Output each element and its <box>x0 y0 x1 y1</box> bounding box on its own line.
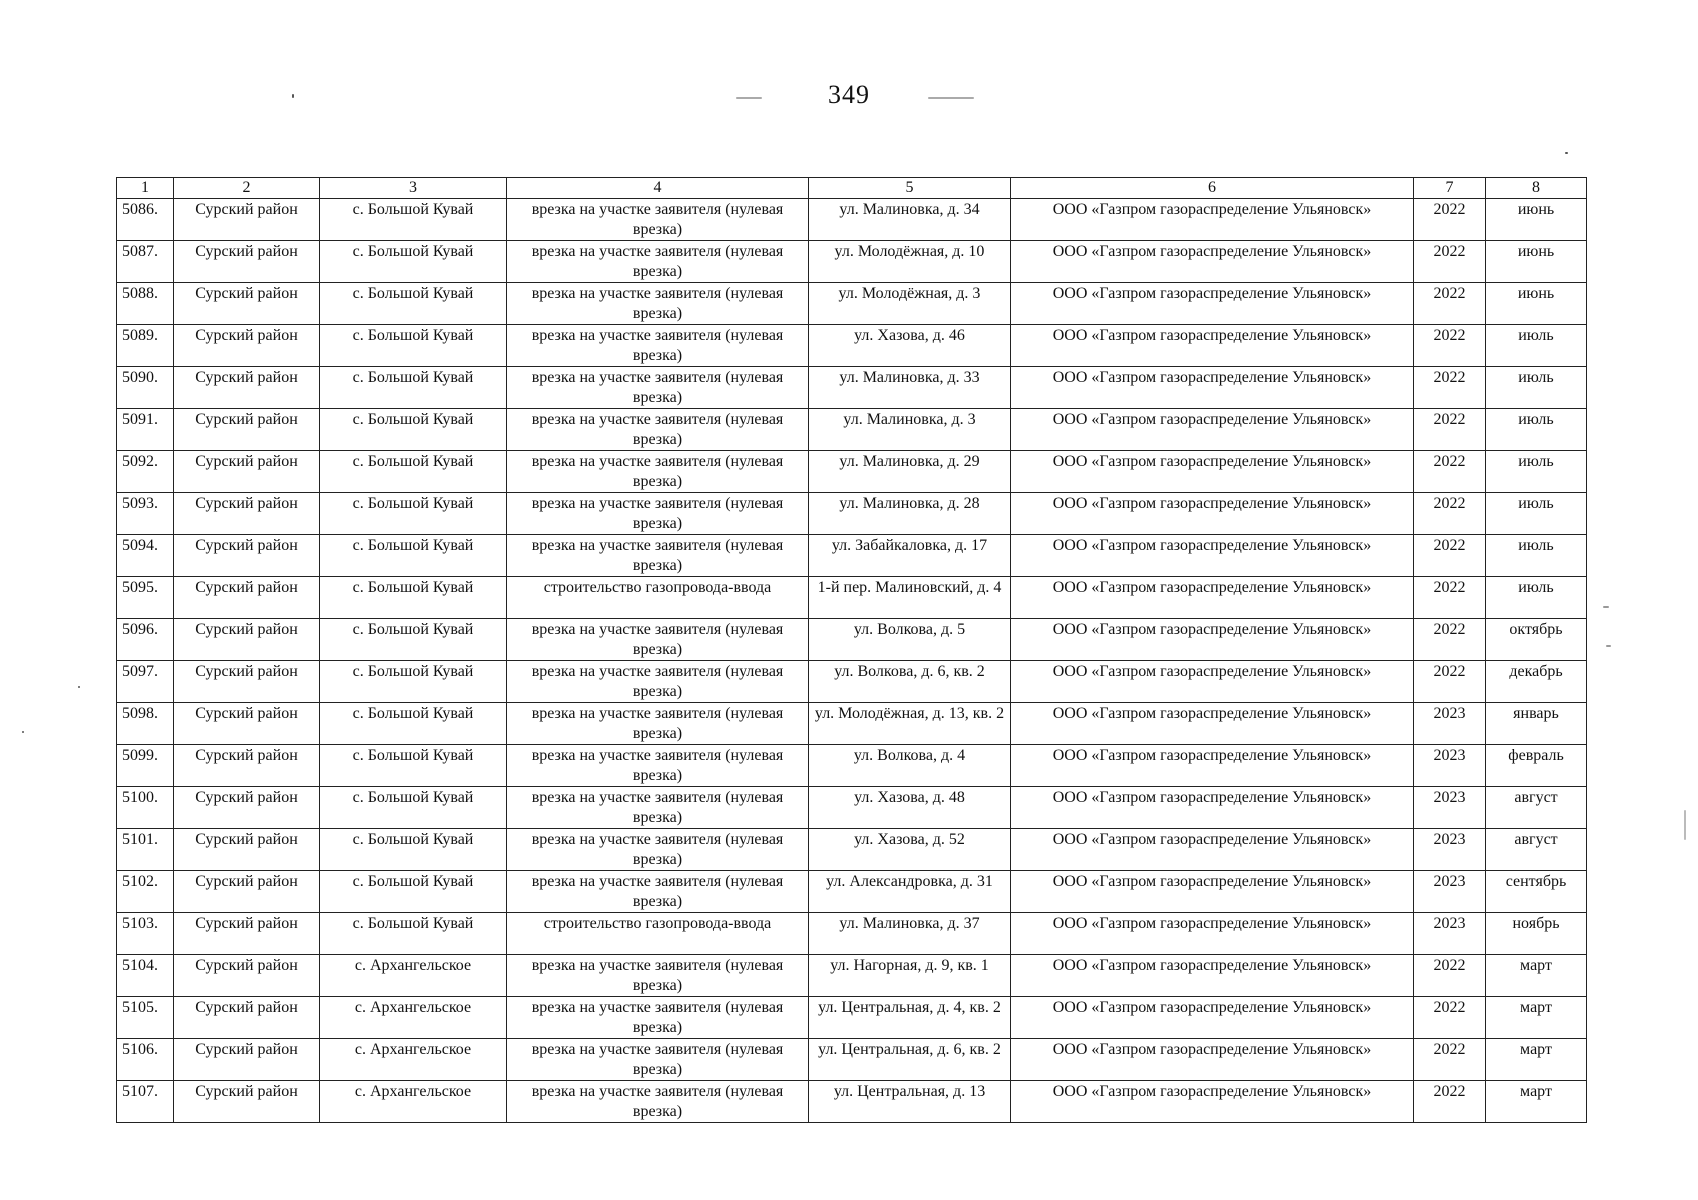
row-number-cell: 5088. <box>117 283 174 325</box>
table-row <box>117 619 1587 661</box>
work-type-cell: врезка на участке заявителя (нулевая врезка) <box>507 955 809 997</box>
month-cell: июль <box>1486 535 1587 577</box>
address-cell: ул. Нагорная, д. 9, кв. 1 <box>809 955 1011 997</box>
work-type-cell: врезка на участке заявителя (нулевая врезка) <box>507 367 809 409</box>
work-type-cell: врезка на участке заявителя (нулевая врезка) <box>507 829 809 871</box>
address-cell: ул. Александровка, д. 31 <box>809 871 1011 913</box>
year-cell: 2022 <box>1414 661 1486 703</box>
row-number-cell: 5105. <box>117 997 174 1039</box>
month-cell: август <box>1486 787 1587 829</box>
row-number-cell: 5086. <box>117 199 174 241</box>
district-cell: Сурский район <box>174 913 320 955</box>
table-row <box>117 661 1587 703</box>
scan-speck <box>1606 645 1611 647</box>
table-row <box>117 325 1587 367</box>
month-cell: июль <box>1486 577 1587 619</box>
organization-cell: ООО «Газпром газораспределение Ульяновск» <box>1011 619 1414 661</box>
scan-speck <box>1684 810 1686 840</box>
year-cell: 2022 <box>1414 199 1486 241</box>
row-number-cell: 5099. <box>117 745 174 787</box>
address-cell: ул. Малиновка, д. 29 <box>809 451 1011 493</box>
row-number-cell: 5096. <box>117 619 174 661</box>
district-cell: Сурский район <box>174 1039 320 1081</box>
address-cell: ул. Молодёжная, д. 3 <box>809 283 1011 325</box>
month-cell: июнь <box>1486 283 1587 325</box>
work-type-cell: врезка на участке заявителя (нулевая врезка) <box>507 283 809 325</box>
organization-cell: ООО «Газпром газораспределение Ульяновск» <box>1011 955 1414 997</box>
table-row <box>117 283 1587 325</box>
address-cell: ул. Малиновка, д. 33 <box>809 367 1011 409</box>
year-cell: 2023 <box>1414 745 1486 787</box>
address-cell: ул. Молодёжная, д. 13, кв. 2 <box>809 703 1011 745</box>
district-cell: Сурский район <box>174 997 320 1039</box>
year-cell: 2023 <box>1414 829 1486 871</box>
row-number-cell: 5090. <box>117 367 174 409</box>
year-cell: 2022 <box>1414 283 1486 325</box>
row-number-cell: 5093. <box>117 493 174 535</box>
work-type-cell: врезка на участке заявителя (нулевая врезка) <box>507 997 809 1039</box>
district-cell: Сурский район <box>174 1081 320 1123</box>
month-cell: август <box>1486 829 1587 871</box>
address-cell: ул. Малиновка, д. 28 <box>809 493 1011 535</box>
organization-cell: ООО «Газпром газораспределение Ульяновск» <box>1011 367 1414 409</box>
row-number-cell: 5107. <box>117 1081 174 1123</box>
settlement-cell: с. Большой Кувай <box>320 241 507 283</box>
row-number-cell: 5100. <box>117 787 174 829</box>
organization-cell: ООО «Газпром газораспределение Ульяновск» <box>1011 703 1414 745</box>
table-body <box>117 199 1587 1123</box>
row-number-cell: 5092. <box>117 451 174 493</box>
row-number-cell: 5106. <box>117 1039 174 1081</box>
month-cell: октябрь <box>1486 619 1587 661</box>
settlement-cell: с. Архангельское <box>320 1039 507 1081</box>
address-cell: 1-й пер. Малиновский, д. 4 <box>809 577 1011 619</box>
work-type-cell: врезка на участке заявителя (нулевая врезка) <box>507 409 809 451</box>
scan-speck <box>1603 606 1609 608</box>
table-row <box>117 493 1587 535</box>
address-cell: ул. Волкова, д. 6, кв. 2 <box>809 661 1011 703</box>
settlement-cell: с. Архангельское <box>320 1081 507 1123</box>
organization-cell: ООО «Газпром газораспределение Ульяновск» <box>1011 493 1414 535</box>
year-cell: 2022 <box>1414 409 1486 451</box>
table-row <box>117 829 1587 871</box>
table-row <box>117 199 1587 241</box>
work-type-cell: врезка на участке заявителя (нулевая врезка) <box>507 871 809 913</box>
year-cell: 2022 <box>1414 325 1486 367</box>
work-type-cell: врезка на участке заявителя (нулевая врезка) <box>507 535 809 577</box>
year-cell: 2022 <box>1414 367 1486 409</box>
settlement-cell: с. Большой Кувай <box>320 619 507 661</box>
district-cell: Сурский район <box>174 745 320 787</box>
work-type-cell: строительство газопровода-ввода <box>507 913 809 955</box>
organization-cell: ООО «Газпром газораспределение Ульяновск» <box>1011 787 1414 829</box>
row-number-cell: 5097. <box>117 661 174 703</box>
organization-cell: ООО «Газпром газораспределение Ульяновск» <box>1011 1081 1414 1123</box>
work-type-cell: врезка на участке заявителя (нулевая врезка) <box>507 1039 809 1081</box>
district-cell: Сурский район <box>174 493 320 535</box>
table-row <box>117 997 1587 1039</box>
district-cell: Сурский район <box>174 325 320 367</box>
district-cell: Сурский район <box>174 871 320 913</box>
work-type-cell: строительство газопровода-ввода <box>507 577 809 619</box>
table-row <box>117 955 1587 997</box>
settlement-cell: с. Большой Кувай <box>320 745 507 787</box>
address-cell: ул. Волкова, д. 5 <box>809 619 1011 661</box>
month-cell: июль <box>1486 325 1587 367</box>
organization-cell: ООО «Газпром газораспределение Ульяновск» <box>1011 661 1414 703</box>
table-row <box>117 241 1587 283</box>
work-type-cell: врезка на участке заявителя (нулевая врезка) <box>507 325 809 367</box>
settlement-cell: с. Большой Кувай <box>320 577 507 619</box>
address-cell: ул. Центральная, д. 4, кв. 2 <box>809 997 1011 1039</box>
month-cell: январь <box>1486 703 1587 745</box>
month-cell: сентябрь <box>1486 871 1587 913</box>
header-cell: 2 <box>174 178 320 199</box>
column-number-row <box>117 178 1587 199</box>
row-number-cell: 5089. <box>117 325 174 367</box>
month-cell: июль <box>1486 451 1587 493</box>
district-cell: Сурский район <box>174 451 320 493</box>
year-cell: 2022 <box>1414 241 1486 283</box>
work-type-cell: врезка на участке заявителя (нулевая врезка) <box>507 493 809 535</box>
month-cell: март <box>1486 1081 1587 1123</box>
month-cell: декабрь <box>1486 661 1587 703</box>
table-row <box>117 367 1587 409</box>
district-cell: Сурский район <box>174 535 320 577</box>
month-cell: июль <box>1486 409 1587 451</box>
organization-cell: ООО «Газпром газораспределение Ульяновск» <box>1011 577 1414 619</box>
table-row <box>117 745 1587 787</box>
work-type-cell: врезка на участке заявителя (нулевая врезка) <box>507 199 809 241</box>
district-cell: Сурский район <box>174 787 320 829</box>
scan-speck <box>22 731 24 733</box>
year-cell: 2022 <box>1414 493 1486 535</box>
address-cell: ул. Малиновка, д. 34 <box>809 199 1011 241</box>
organization-cell: ООО «Газпром газораспределение Ульяновск» <box>1011 409 1414 451</box>
month-cell: ноябрь <box>1486 913 1587 955</box>
work-type-cell: врезка на участке заявителя (нулевая врезка) <box>507 1081 809 1123</box>
district-cell: Сурский район <box>174 241 320 283</box>
address-cell: ул. Волкова, д. 4 <box>809 745 1011 787</box>
organization-cell: ООО «Газпром газораспределение Ульяновск» <box>1011 451 1414 493</box>
table-row <box>117 913 1587 955</box>
settlement-cell: с. Большой Кувай <box>320 913 507 955</box>
header-cell: 1 <box>117 178 174 199</box>
settlement-cell: с. Большой Кувай <box>320 367 507 409</box>
header-cell: 3 <box>320 178 507 199</box>
gas-connection-register-table <box>116 177 1587 1123</box>
organization-cell: ООО «Газпром газораспределение Ульяновск» <box>1011 283 1414 325</box>
address-cell: ул. Центральная, д. 6, кв. 2 <box>809 1039 1011 1081</box>
organization-cell: ООО «Газпром газораспределение Ульяновск» <box>1011 997 1414 1039</box>
district-cell: Сурский район <box>174 199 320 241</box>
settlement-cell: с. Большой Кувай <box>320 409 507 451</box>
district-cell: Сурский район <box>174 409 320 451</box>
row-number-cell: 5098. <box>117 703 174 745</box>
year-cell: 2022 <box>1414 1039 1486 1081</box>
organization-cell: ООО «Газпром газораспределение Ульяновск» <box>1011 871 1414 913</box>
settlement-cell: с. Большой Кувай <box>320 535 507 577</box>
district-cell: Сурский район <box>174 619 320 661</box>
organization-cell: ООО «Газпром газораспределение Ульяновск» <box>1011 325 1414 367</box>
settlement-cell: с. Большой Кувай <box>320 703 507 745</box>
row-number-cell: 5101. <box>117 829 174 871</box>
scan-speck <box>292 94 294 98</box>
organization-cell: ООО «Газпром газораспределение Ульяновск» <box>1011 241 1414 283</box>
scan-speck <box>78 686 80 688</box>
month-cell: июнь <box>1486 199 1587 241</box>
settlement-cell: с. Архангельское <box>320 997 507 1039</box>
month-cell: март <box>1486 955 1587 997</box>
year-cell: 2023 <box>1414 787 1486 829</box>
page-number: 349 <box>828 80 870 109</box>
row-number-cell: 5091. <box>117 409 174 451</box>
row-number-cell: 5094. <box>117 535 174 577</box>
header-cell: 8 <box>1486 178 1587 199</box>
work-type-cell: врезка на участке заявителя (нулевая врезка) <box>507 619 809 661</box>
settlement-cell: с. Большой Кувай <box>320 661 507 703</box>
district-cell: Сурский район <box>174 283 320 325</box>
year-cell: 2022 <box>1414 997 1486 1039</box>
settlement-cell: с. Большой Кувай <box>320 325 507 367</box>
year-cell: 2022 <box>1414 619 1486 661</box>
work-type-cell: врезка на участке заявителя (нулевая врезка) <box>507 787 809 829</box>
settlement-cell: с. Большой Кувай <box>320 787 507 829</box>
district-cell: Сурский район <box>174 829 320 871</box>
district-cell: Сурский район <box>174 955 320 997</box>
address-cell: ул. Хазова, д. 46 <box>809 325 1011 367</box>
work-type-cell: врезка на участке заявителя (нулевая врезка) <box>507 451 809 493</box>
row-number-cell: 5087. <box>117 241 174 283</box>
work-type-cell: врезка на участке заявителя (нулевая врезка) <box>507 661 809 703</box>
district-cell: Сурский район <box>174 703 320 745</box>
row-number-cell: 5102. <box>117 871 174 913</box>
table-row <box>117 703 1587 745</box>
address-cell: ул. Малиновка, д. 3 <box>809 409 1011 451</box>
address-cell: ул. Хазова, д. 52 <box>809 829 1011 871</box>
row-number-cell: 5104. <box>117 955 174 997</box>
month-cell: июль <box>1486 367 1587 409</box>
month-cell: март <box>1486 997 1587 1039</box>
scan-speck <box>736 97 762 99</box>
header-cell: 5 <box>809 178 1011 199</box>
header-cell: 4 <box>507 178 809 199</box>
year-cell: 2022 <box>1414 451 1486 493</box>
settlement-cell: с. Большой Кувай <box>320 451 507 493</box>
district-cell: Сурский район <box>174 577 320 619</box>
table-row <box>117 409 1587 451</box>
address-cell: ул. Молодёжная, д. 10 <box>809 241 1011 283</box>
settlement-cell: с. Архангельское <box>320 955 507 997</box>
year-cell: 2022 <box>1414 1081 1486 1123</box>
header-cell: 7 <box>1414 178 1486 199</box>
work-type-cell: врезка на участке заявителя (нулевая врезка) <box>507 241 809 283</box>
year-cell: 2022 <box>1414 955 1486 997</box>
address-cell: ул. Хазова, д. 48 <box>809 787 1011 829</box>
table-row <box>117 535 1587 577</box>
year-cell: 2023 <box>1414 871 1486 913</box>
district-cell: Сурский район <box>174 367 320 409</box>
scan-speck <box>928 97 974 99</box>
table-row <box>117 451 1587 493</box>
address-cell: ул. Забайкаловка, д. 17 <box>809 535 1011 577</box>
work-type-cell: врезка на участке заявителя (нулевая врезка) <box>507 703 809 745</box>
address-cell: ул. Малиновка, д. 37 <box>809 913 1011 955</box>
year-cell: 2022 <box>1414 535 1486 577</box>
scan-speck <box>1565 152 1568 154</box>
table-row <box>117 871 1587 913</box>
row-number-cell: 5103. <box>117 913 174 955</box>
month-cell: февраль <box>1486 745 1587 787</box>
year-cell: 2022 <box>1414 577 1486 619</box>
organization-cell: ООО «Газпром газораспределение Ульяновск» <box>1011 913 1414 955</box>
settlement-cell: с. Большой Кувай <box>320 283 507 325</box>
table-row <box>117 577 1587 619</box>
settlement-cell: с. Большой Кувай <box>320 829 507 871</box>
organization-cell: ООО «Газпром газораспределение Ульяновск» <box>1011 535 1414 577</box>
table-row <box>117 1039 1587 1081</box>
table-row <box>117 1081 1587 1123</box>
row-number-cell: 5095. <box>117 577 174 619</box>
table-row <box>117 787 1587 829</box>
settlement-cell: с. Большой Кувай <box>320 871 507 913</box>
organization-cell: ООО «Газпром газораспределение Ульяновск» <box>1011 1039 1414 1081</box>
organization-cell: ООО «Газпром газораспределение Ульяновск» <box>1011 829 1414 871</box>
month-cell: март <box>1486 1039 1587 1081</box>
month-cell: июль <box>1486 493 1587 535</box>
work-type-cell: врезка на участке заявителя (нулевая врезка) <box>507 745 809 787</box>
organization-cell: ООО «Газпром газораспределение Ульяновск» <box>1011 199 1414 241</box>
settlement-cell: с. Большой Кувай <box>320 493 507 535</box>
address-cell: ул. Центральная, д. 13 <box>809 1081 1011 1123</box>
month-cell: июнь <box>1486 241 1587 283</box>
header-cell: 6 <box>1011 178 1414 199</box>
district-cell: Сурский район <box>174 661 320 703</box>
year-cell: 2023 <box>1414 913 1486 955</box>
year-cell: 2023 <box>1414 703 1486 745</box>
organization-cell: ООО «Газпром газораспределение Ульяновск» <box>1011 745 1414 787</box>
settlement-cell: с. Большой Кувай <box>320 199 507 241</box>
